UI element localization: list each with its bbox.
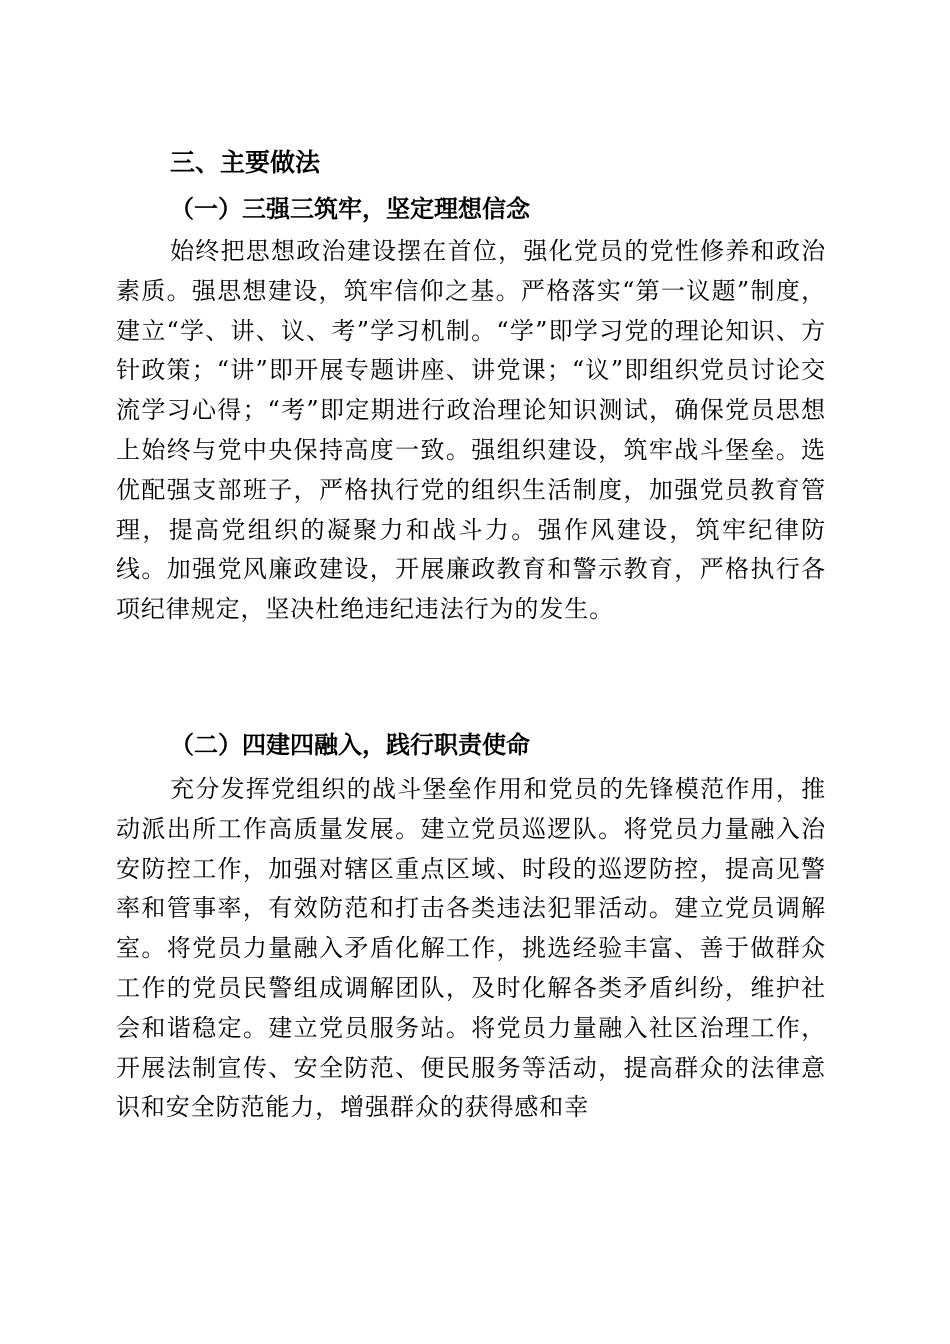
subheading-1: （一）三强三筑牢，坚定理想信念	[170, 194, 530, 223]
paragraph-2: 充分发挥党组织的战斗堡垒作用和党员的先锋模范作用，推动派出所工作高质量发展。建立党员巡逻队。将党员力量融入治安防控工作，加强对辖区重点区域、时段的巡逻防控，提高见警率和管事率，有效防范和打击各类违法犯罪活动。建立党员调解室。将党员力量融入矛盾化解工作，挑选经验丰富、善于做群众工作的党员民警组成调解团队，及时化解各类矛盾纠纷，维护社会和谐稳定。建立党员服务站。将党员力量融入社区治理工作，开展法制宣传、安全防范、便民服务等活动，提高群众的法律意识和安全防范能力，增强群众的获得感和幸	[116, 775, 826, 1122]
paragraph-1: 始终把思想政治建设摆在首位，强化党员的党性修养和政治素质。强思想建设，筑牢信仰之基。严格落实“第一议题”制度，建立“学、讲、议、考”学习机制。“学”即学习党的理论知识、方针政策；“讲”即开展专题讲座、讲党课；“议”即组织党员讨论交流学习心得；“考”即定期进行政治理论知识测试，确保党员思想上始终与党中央保持高度一致。强组织建设，筑牢战斗堡垒。选优配强支部班子，严格执行党的组织生活制度，加强党员教育管理，提高党组织的凝聚力和战斗力。强作风建设，筑牢纪律防线。加强党风廉政建设，开展廉政教育和警示教育，严格执行各项纪律规定，坚决杜绝违纪违法行为的发生。	[116, 237, 826, 624]
section-heading: 三、主要做法	[170, 148, 321, 177]
subheading-2: （二）四建四融入，践行职责使命	[170, 730, 530, 759]
